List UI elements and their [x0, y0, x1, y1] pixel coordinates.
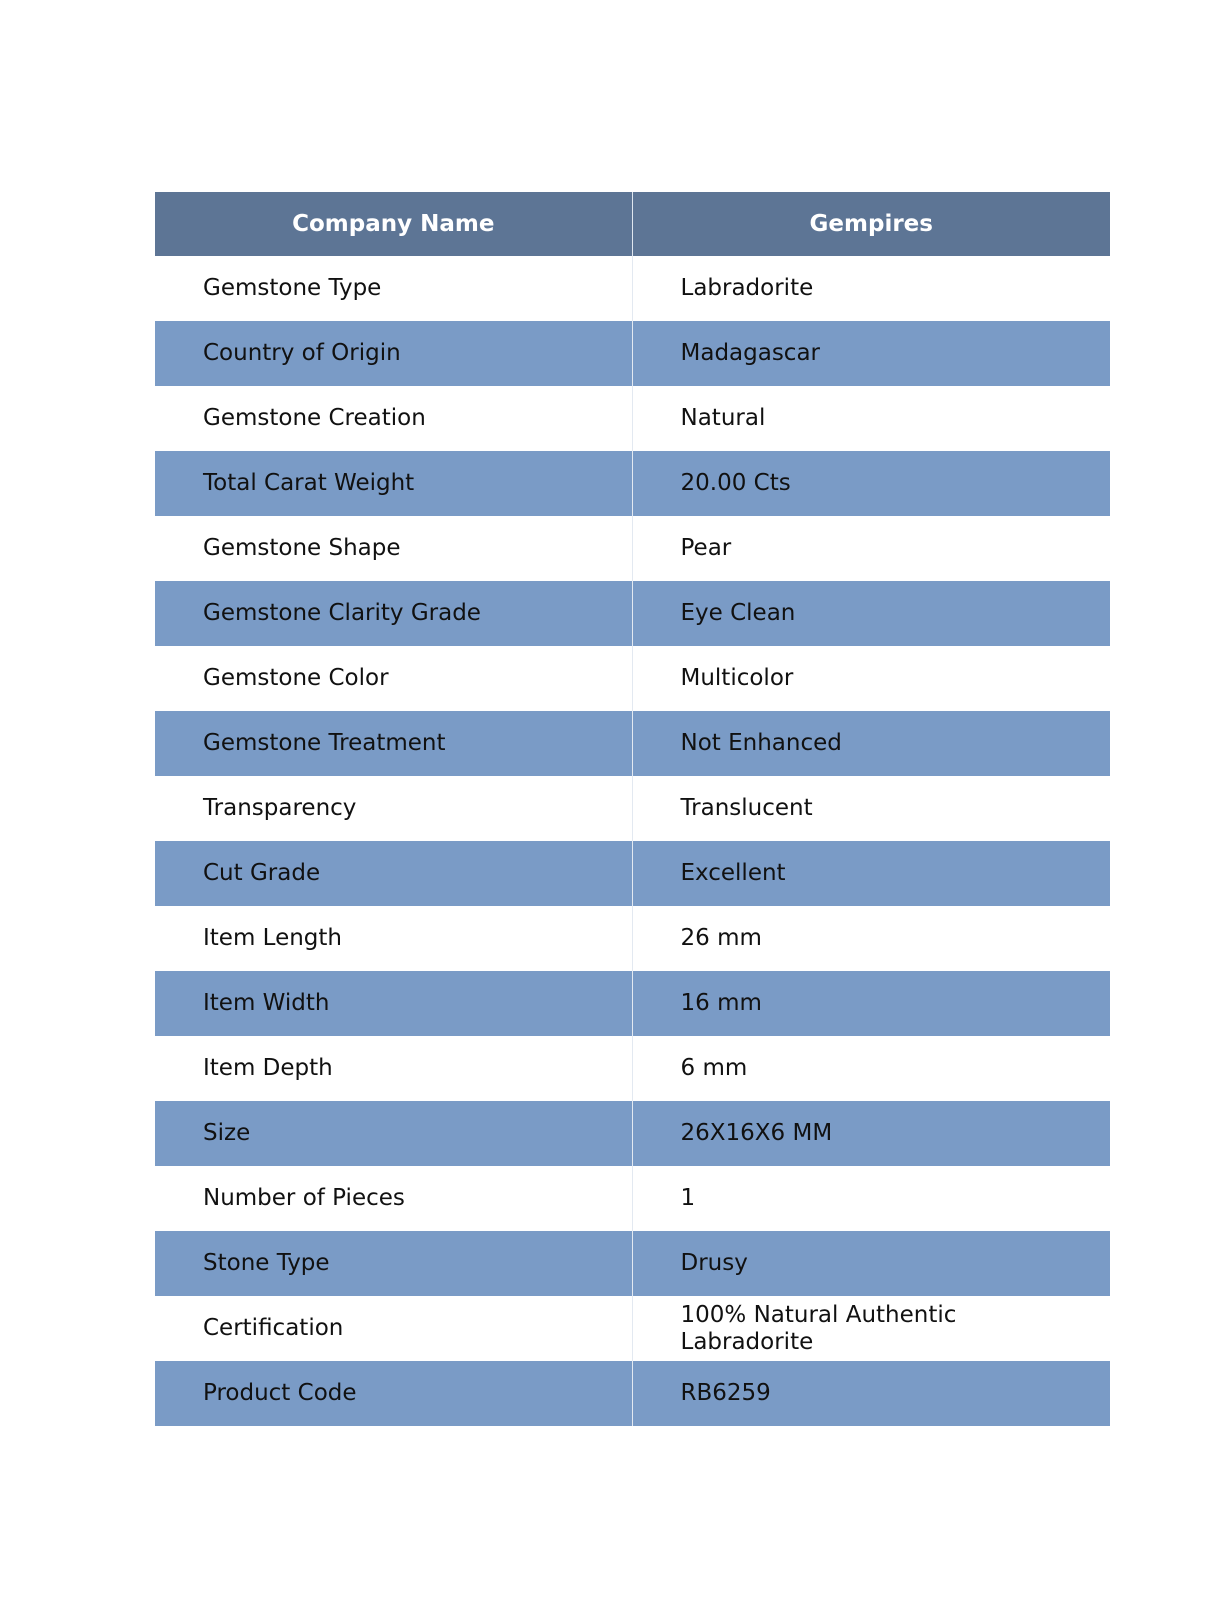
attribute-label: Cut Grade [155, 841, 632, 906]
attribute-label: Number of Pieces [155, 1166, 632, 1231]
attribute-label: Total Carat Weight [155, 451, 632, 516]
table-row [155, 581, 1110, 646]
attribute-value: Multicolor [632, 646, 1110, 711]
attribute-label: Transparency [155, 776, 632, 841]
header-value-cell: Gempires [632, 192, 1110, 256]
attribute-value: 6 mm [632, 1036, 1110, 1101]
header-label-cell: Company Name [155, 192, 632, 256]
table-row [155, 906, 1110, 971]
table-row [155, 1361, 1110, 1426]
attribute-value: 100% Natural Authentic Labradorite [632, 1296, 1110, 1361]
attribute-label: Certification [155, 1296, 632, 1361]
table-row [155, 1036, 1110, 1101]
table-row [155, 386, 1110, 451]
attribute-label: Gemstone Treatment [155, 711, 632, 776]
table-row [155, 776, 1110, 841]
table-row [155, 711, 1110, 776]
attribute-value: Madagascar [632, 321, 1110, 386]
attribute-label: Size [155, 1101, 632, 1166]
attribute-value: 26X16X6 MM [632, 1101, 1110, 1166]
attribute-value: Translucent [632, 776, 1110, 841]
table-row [155, 256, 1110, 321]
attribute-label: Gemstone Color [155, 646, 632, 711]
table-header [155, 192, 1110, 256]
attribute-label: Stone Type [155, 1231, 632, 1296]
attribute-value: Not Enhanced [632, 711, 1110, 776]
table-row [155, 1231, 1110, 1296]
attribute-value: RB6259 [632, 1361, 1110, 1426]
table-row [155, 971, 1110, 1036]
table-row [155, 321, 1110, 386]
attribute-value: Labradorite [632, 256, 1110, 321]
attribute-value: Eye Clean [632, 581, 1110, 646]
table-row [155, 516, 1110, 581]
attribute-label: Gemstone Clarity Grade [155, 581, 632, 646]
header-row [155, 192, 1110, 256]
attribute-label: Gemstone Creation [155, 386, 632, 451]
attribute-label: Item Width [155, 971, 632, 1036]
table-row [155, 451, 1110, 516]
attribute-value: 1 [632, 1166, 1110, 1231]
table-row [155, 646, 1110, 711]
attribute-value: 16 mm [632, 971, 1110, 1036]
table-row [155, 1101, 1110, 1166]
attribute-label: Item Depth [155, 1036, 632, 1101]
table-row [155, 1166, 1110, 1231]
attribute-label: Item Length [155, 906, 632, 971]
attribute-label: Product Code [155, 1361, 632, 1426]
attribute-value: Drusy [632, 1231, 1110, 1296]
attribute-value: 20.00 Cts [632, 451, 1110, 516]
attribute-label: Gemstone Shape [155, 516, 632, 581]
table-row [155, 1296, 1110, 1361]
attribute-value: Excellent [632, 841, 1110, 906]
attribute-label: Country of Origin [155, 321, 632, 386]
table-row [155, 841, 1110, 906]
table-body [155, 256, 1110, 1426]
attribute-value: Natural [632, 386, 1110, 451]
attribute-value: Pear [632, 516, 1110, 581]
attribute-value: 26 mm [632, 906, 1110, 971]
product-spec-table [155, 192, 1110, 1426]
attribute-label: Gemstone Type [155, 256, 632, 321]
